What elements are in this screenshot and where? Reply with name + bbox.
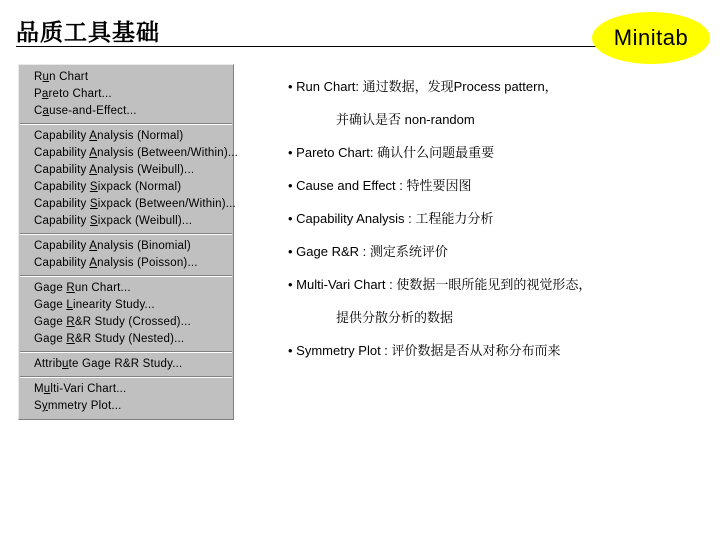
menu-item-label-rest: ixpack (Weibull)... bbox=[97, 215, 193, 227]
menu-item-label: Gage bbox=[34, 333, 67, 345]
menu-item[interactable] bbox=[20, 145, 239, 162]
menu-item-label-rest: nalysis (Weibull)... bbox=[97, 164, 195, 176]
menu-item-label: Gage bbox=[34, 282, 67, 294]
menu-item-label-rest: ixpack (Between/Within)... bbox=[97, 198, 236, 210]
menu-item-label: Capability bbox=[34, 130, 90, 142]
menu-item-accesskey: A bbox=[89, 147, 98, 159]
minitab-menu-panel bbox=[18, 64, 239, 420]
menu-item-label-rest: use-and-Effect... bbox=[49, 105, 137, 117]
menu-item[interactable] bbox=[20, 280, 232, 297]
page-title: 品质工具基础 bbox=[16, 19, 160, 45]
menu-item-label: Capability bbox=[34, 147, 90, 159]
menu-item[interactable] bbox=[20, 179, 232, 196]
bullet-continuation: 并确认是否 non-random bbox=[336, 112, 475, 127]
menu-item-label: Capability bbox=[34, 181, 90, 193]
menu-item-label-rest: nalysis (Between/Within)... bbox=[97, 147, 239, 159]
menu-group bbox=[20, 124, 239, 234]
title-divider bbox=[16, 46, 692, 47]
menu-item[interactable] bbox=[20, 86, 232, 103]
bullet-continuation: 提供分散分析的数据 bbox=[336, 310, 454, 325]
menu-item-label-rest: te Gage R&R Study... bbox=[68, 358, 183, 370]
menu-item-label: Capability bbox=[34, 215, 90, 227]
menu-item-label: Capability bbox=[34, 198, 90, 210]
menu-item-accesskey: L bbox=[66, 299, 73, 311]
menu-item-label: C bbox=[34, 105, 43, 117]
menu-item-accesskey: R bbox=[66, 316, 75, 328]
menu-group bbox=[20, 234, 232, 276]
menu-item-accesskey: A bbox=[89, 130, 98, 142]
menu-item-label: S bbox=[34, 400, 42, 412]
menu-item-accesskey: S bbox=[89, 181, 98, 193]
menu-group bbox=[20, 276, 232, 352]
menu-item-label: Gage bbox=[34, 299, 67, 311]
menu-item[interactable] bbox=[20, 314, 232, 331]
menu-item[interactable] bbox=[20, 238, 232, 255]
menu-item-label: P bbox=[34, 88, 42, 100]
menu-item[interactable] bbox=[20, 381, 232, 398]
menu-item-label-rest: nalysis (Poisson)... bbox=[97, 257, 198, 269]
menu-item-accesskey: u bbox=[43, 383, 51, 395]
brand-label: Minitab bbox=[613, 25, 689, 50]
menu-item-accesskey: a bbox=[41, 88, 49, 100]
menu-item-accesskey: A bbox=[89, 257, 98, 269]
menu-item[interactable] bbox=[20, 297, 232, 314]
menu-item-label-rest: mmetry Plot... bbox=[47, 400, 122, 412]
menu-item-accesskey: R bbox=[66, 282, 75, 294]
menu-item-label-rest: un Chart... bbox=[74, 282, 131, 294]
brand-badge bbox=[592, 12, 710, 64]
menu-item-label-rest: reto Chart... bbox=[48, 88, 112, 100]
bullet-item: • Gage R&R : 测定系统评价 bbox=[288, 244, 448, 259]
menu-item-label: Gage bbox=[34, 316, 67, 328]
bullet-item: • Symmetry Plot : 评价数据是否从对称分布而来 bbox=[288, 343, 561, 358]
bullet-item: • Cause and Effect : 特性要因图 bbox=[288, 178, 472, 193]
menu-item-label-rest: &R Study (Crossed)... bbox=[74, 316, 191, 328]
menu-item-label-rest: nalysis (Binomial) bbox=[97, 240, 191, 252]
menu-item-label: M bbox=[34, 383, 44, 395]
menu-item[interactable] bbox=[20, 162, 232, 179]
menu-item[interactable] bbox=[20, 356, 232, 373]
bullet-item: • Run Chart: 通过数据，发现Process pattern， bbox=[288, 79, 558, 94]
menu-item-label-rest: &R Study (Nested)... bbox=[74, 333, 185, 345]
menu-item[interactable] bbox=[20, 398, 232, 415]
menu-item-accesskey: A bbox=[89, 240, 98, 252]
menu-item-accesskey: y bbox=[41, 400, 48, 412]
menu-item-label-rest: ixpack (Normal) bbox=[97, 181, 182, 193]
menu-item-label: Capability bbox=[34, 240, 90, 252]
menu-item-label: Capability bbox=[34, 164, 90, 176]
menu-item-label-rest: inearity Study... bbox=[72, 299, 155, 311]
menu-item-accesskey: u bbox=[62, 358, 69, 370]
bullet-item: • Pareto Chart: 确认什么问题最重要 bbox=[288, 145, 495, 160]
bullet-list bbox=[288, 78, 704, 375]
menu-group bbox=[20, 352, 232, 377]
menu-item-accesskey: S bbox=[89, 215, 98, 227]
menu-item[interactable] bbox=[20, 69, 232, 86]
menu-item-label: Capability bbox=[34, 257, 90, 269]
menu-group bbox=[20, 66, 232, 124]
menu-item-accesskey: S bbox=[89, 198, 98, 210]
menu-item-label-rest: lti-Vari Chart... bbox=[50, 383, 127, 395]
menu-item-label-rest: n Chart bbox=[49, 71, 89, 83]
menu-item[interactable] bbox=[20, 196, 236, 213]
menu-item[interactable] bbox=[20, 103, 232, 120]
menu-item[interactable] bbox=[20, 255, 232, 272]
menu-item[interactable] bbox=[20, 331, 232, 348]
menu-item-accesskey: a bbox=[42, 105, 50, 117]
menu-item[interactable] bbox=[20, 213, 232, 230]
menu-item-label: R bbox=[34, 71, 43, 83]
menu-item-label: Attrib bbox=[34, 358, 63, 370]
menu-item-label-rest: nalysis (Normal) bbox=[97, 130, 184, 142]
menu-item-accesskey: A bbox=[89, 164, 98, 176]
menu-item[interactable] bbox=[20, 128, 232, 145]
menu-item-accesskey: u bbox=[42, 71, 50, 83]
bullet-item: • Capability Analysis : 工程能力分析 bbox=[288, 211, 494, 226]
menu-group bbox=[20, 377, 232, 418]
bullet-item: • Multi-Vari Chart : 使数据一眼所能见到的视觉形态， bbox=[288, 277, 592, 292]
menu-item-accesskey: R bbox=[66, 333, 75, 345]
